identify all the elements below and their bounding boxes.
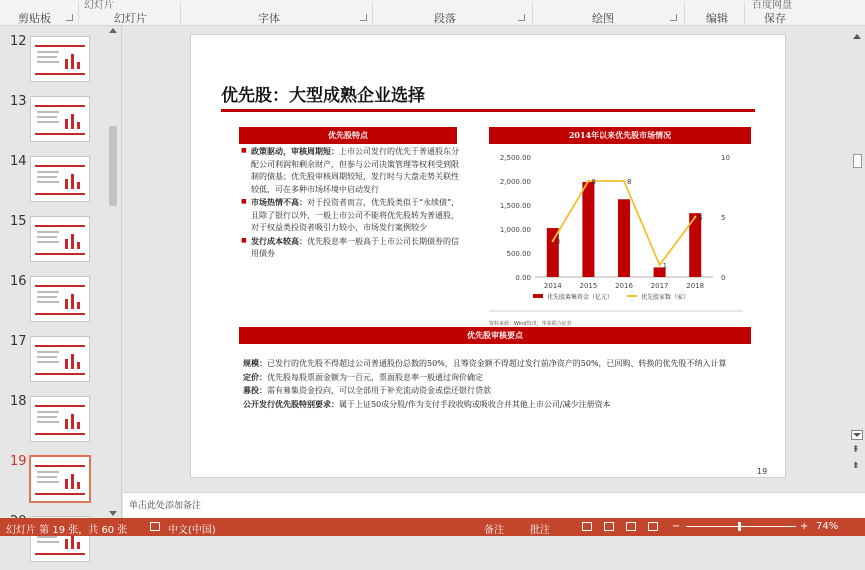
- thumb-bottom-rule: [35, 73, 85, 75]
- drawing-launcher-icon[interactable]: [670, 14, 677, 21]
- comments-toggle-button[interactable]: 批注: [530, 525, 550, 536]
- ribbon-divider: [78, 2, 79, 24]
- thumbnail-preview[interactable]: [30, 156, 90, 202]
- spellcheck-icon[interactable]: [150, 522, 160, 531]
- chart-source-note: 资料来源：Wind资讯，华泰联合证券: [489, 321, 572, 327]
- x-tick-label: 2015: [579, 282, 598, 290]
- thumb-chart-bar: [65, 59, 68, 69]
- slide-title[interactable]: 优先股：大型成熟企业选择: [221, 86, 425, 106]
- legend-bar-label: 优先股募集资金（亿元）: [547, 294, 614, 301]
- ribbon-group-font: 字体: [258, 12, 280, 25]
- thumbnail-preview[interactable]: [30, 96, 90, 142]
- thumb-text: [37, 541, 59, 543]
- thumb-text: [37, 116, 57, 118]
- thumbnail-preview[interactable]: [30, 216, 90, 262]
- requirement-label: 定价：: [243, 371, 267, 382]
- thumb-text: [37, 301, 59, 303]
- thumb-text: [37, 421, 59, 423]
- thumb-title-rule: [35, 405, 85, 407]
- thumb-chart-bar: [71, 414, 74, 429]
- y-left-tick-label: 2,500.00: [499, 154, 531, 162]
- thumb-chart-bar: [65, 239, 68, 249]
- thumb-chart-bar: [77, 542, 80, 549]
- thumb-text: [37, 416, 57, 418]
- thumb-text: [37, 411, 59, 413]
- thumb-title-rule: [35, 105, 85, 107]
- slide-page-number: 19: [757, 467, 768, 476]
- bullet-item: [241, 196, 463, 235]
- thumb-title-rule: [35, 225, 85, 227]
- thumbnail-number: 18: [10, 394, 27, 409]
- thumbnail-preview[interactable]: [29, 455, 91, 503]
- thumb-bottom-rule: [35, 553, 85, 555]
- thumbnail-preview[interactable]: [30, 336, 90, 382]
- slideshow-icon[interactable]: [648, 522, 658, 531]
- feature-bullet-list[interactable]: [241, 145, 463, 261]
- thumb-text: [37, 471, 59, 473]
- chart-section-header[interactable]: 2014年以来优先股市场情况: [489, 127, 751, 144]
- thumb-chart-bar: [77, 122, 80, 129]
- requirements-text[interactable]: [243, 357, 763, 411]
- ribbon-group-clipboard: 剪贴板: [18, 12, 51, 25]
- title-underline: [221, 109, 755, 112]
- bullet-text: 优先股息率一般高于上市公司长期债券的信用债券: [251, 236, 459, 258]
- thumb-chart-bar: [71, 234, 74, 249]
- ribbon-group-save: 保存: [764, 12, 786, 25]
- ribbon: [0, 0, 865, 26]
- x-tick-label: 2017: [650, 282, 669, 290]
- thumb-text: [37, 296, 57, 298]
- thumbnail-number: 12: [10, 34, 27, 49]
- preferred-stock-chart[interactable]: [481, 147, 751, 319]
- thumb-text: [37, 351, 59, 353]
- thumb-text: [37, 236, 57, 238]
- requirement-item: [243, 371, 763, 385]
- thumbnail-scroll-handle[interactable]: [109, 126, 117, 206]
- thumb-chart-bar: [71, 354, 74, 369]
- bullet-item: [241, 235, 463, 261]
- scroll-up-icon[interactable]: [109, 28, 117, 33]
- thumb-chart-bar: [65, 119, 68, 129]
- thumb-text: [37, 51, 59, 53]
- data-label: 8: [627, 178, 632, 186]
- slide-thumbnail-pane[interactable]: [0, 26, 122, 518]
- bullet-item: [241, 145, 463, 196]
- requirement-label: 公开发行优先股特别要求：: [243, 398, 339, 409]
- notes-toggle-button[interactable]: 备注: [484, 525, 504, 536]
- requirement-text: 优先股每股票面金额为一百元，票面股息率一般通过询价确定: [267, 372, 483, 382]
- previous-slide-icon[interactable]: ⇞: [852, 445, 860, 455]
- thumb-text: [37, 61, 59, 63]
- normal-view-icon[interactable]: [582, 522, 592, 531]
- slide-sorter-icon[interactable]: [604, 522, 614, 531]
- thumb-chart-bar: [77, 182, 80, 189]
- zoom-slider-handle[interactable]: [738, 522, 741, 531]
- thumb-title-rule: [35, 345, 85, 347]
- thumb-chart-bar: [65, 179, 68, 189]
- thumb-bottom-rule: [35, 253, 85, 255]
- thumb-title-rule: [35, 45, 85, 47]
- chart-bar: [582, 182, 594, 277]
- requirements-section-header[interactable]: 优先股审核要点: [239, 327, 751, 344]
- thumb-chart-bar: [65, 299, 68, 309]
- legend-line-label: 优先股家数（家）: [641, 294, 690, 301]
- thumb-bottom-rule: [35, 493, 85, 495]
- thumb-text: [37, 476, 57, 478]
- thumb-text: [37, 361, 59, 363]
- thumb-bottom-rule: [35, 193, 85, 195]
- zoom-out-icon[interactable]: −: [672, 521, 681, 532]
- ribbon-divider: [532, 2, 533, 24]
- slide-thumbnail[interactable]: [0, 394, 104, 450]
- thumb-bottom-rule: [35, 373, 85, 375]
- x-tick-label: 2016: [615, 282, 633, 290]
- bullet-text: 对于投资者而言，优先股类似于“永续债”，且除了银行以外，一般上市公司不能将优先股转为普通股，对于权益类投资者吸引力较小，市场发行案例较少: [251, 198, 460, 232]
- thumb-bottom-rule: [35, 313, 85, 315]
- thumbnail-number: 16: [10, 274, 27, 289]
- scroll-down-button[interactable]: [851, 430, 863, 440]
- thumb-chart-bar: [77, 302, 80, 309]
- thumb-title-rule: [35, 285, 85, 287]
- slide-editing-area[interactable]: [123, 26, 849, 492]
- next-slide-icon[interactable]: ⇟: [852, 461, 860, 471]
- thumb-chart-bar: [65, 359, 68, 369]
- legend-bar-swatch: [533, 294, 543, 298]
- y-right-tick-label: 10: [721, 154, 730, 162]
- x-tick-label: 2018: [686, 282, 705, 290]
- ribbon-divider: [180, 2, 181, 24]
- thumb-bottom-rule: [35, 133, 85, 135]
- scroll-up-icon[interactable]: [853, 34, 861, 39]
- ribbon-divider: [684, 2, 685, 24]
- y-left-tick-label: 1,000.00: [499, 226, 531, 234]
- thumb-text: [37, 356, 57, 358]
- thumbnail-number: 13: [10, 94, 27, 109]
- data-label: 3: [555, 238, 561, 246]
- y-left-tick-label: 500.00: [506, 250, 531, 258]
- thumb-title-rule: [35, 465, 85, 467]
- requirement-item: [243, 357, 763, 371]
- thumb-chart-bar: [71, 474, 74, 489]
- notes-pane[interactable]: [123, 492, 865, 518]
- thumb-chart-bar: [65, 479, 68, 489]
- thumb-chart-bar: [77, 482, 80, 489]
- thumbnail-preview[interactable]: [30, 36, 90, 82]
- x-tick-label: 2014: [543, 282, 562, 290]
- ribbon-cutoff-slides: 幻灯片: [84, 0, 114, 11]
- chevron-down-icon: [853, 433, 861, 437]
- thumbnail-number: 19: [10, 454, 27, 469]
- bullet-lead: 发行成本较高：: [251, 235, 307, 246]
- thumb-text: [37, 176, 57, 178]
- thumb-text: [37, 171, 59, 173]
- zoom-slider[interactable]: [686, 526, 796, 527]
- thumb-text: [37, 231, 59, 233]
- bullet-lead: 市场热情不高：: [251, 197, 307, 207]
- status-bar: [0, 518, 865, 536]
- slide-thumbnail[interactable]: [0, 94, 104, 150]
- y-left-tick-label: 2,000.00: [499, 178, 531, 186]
- thumb-title-rule: [35, 165, 85, 167]
- thumb-chart-bar: [65, 539, 68, 549]
- paragraph-launcher-icon[interactable]: [518, 14, 525, 21]
- slide-thumbnail[interactable]: [0, 274, 104, 330]
- thumb-text: [37, 536, 57, 538]
- zoom-level[interactable]: 74%: [816, 521, 839, 532]
- requirement-text: 属于上证50成分股/作为支付手段收购或吸收合并其他上市公司/减少注册资本: [339, 399, 611, 409]
- thumb-text: [37, 291, 59, 293]
- clipboard-launcher-icon[interactable]: [66, 14, 73, 21]
- thumb-bottom-rule: [35, 433, 85, 435]
- thumb-text: [37, 481, 59, 483]
- thumb-text: [37, 111, 59, 113]
- thumb-chart-bar: [71, 294, 74, 309]
- requirement-label: 规模：: [243, 358, 267, 368]
- ribbon-divider: [744, 2, 745, 24]
- chart-line-point: [587, 180, 589, 182]
- thumb-chart-bar: [77, 422, 80, 429]
- chart-bar: [618, 199, 630, 277]
- slide-thumbnail[interactable]: [0, 214, 104, 270]
- thumbnail-scrollbar[interactable]: [106, 26, 120, 518]
- bullet-lead: 政策驱动，审核周期短：: [251, 146, 339, 156]
- slide-thumbnail[interactable]: [0, 154, 104, 210]
- requirement-text: 需有募集资金投向，可以全部用于补充流动资金或偿还银行贷款: [267, 386, 491, 395]
- ribbon-group-slides: 幻灯片: [114, 12, 147, 25]
- chart-line-point: [694, 216, 696, 218]
- requirement-label: 募投：: [243, 385, 267, 395]
- language-status[interactable]: 中文(中国): [168, 525, 216, 536]
- chart-line-point: [658, 264, 660, 266]
- thumb-chart-bar: [71, 114, 74, 129]
- slide-canvas[interactable]: [190, 34, 786, 478]
- y-right-tick-label: 0: [721, 274, 726, 282]
- slide-thumbnail[interactable]: [0, 334, 104, 390]
- thumb-text: [37, 241, 59, 243]
- y-right-tick-label: 5: [721, 214, 726, 222]
- requirement-item: [243, 398, 763, 412]
- notes-placeholder[interactable]: 单击此处添加备注: [129, 501, 202, 511]
- thumbnail-number: 15: [10, 214, 27, 229]
- slide-position-status: 幻灯片 第 19 张，共 60 张: [6, 525, 128, 536]
- thumbnail-preview[interactable]: [30, 276, 90, 322]
- data-label: 1: [662, 262, 668, 270]
- reading-view-icon[interactable]: [626, 522, 636, 531]
- thumb-chart-bar: [71, 534, 74, 549]
- thumbnail-number: 14: [10, 154, 27, 169]
- ribbon-group-drawing: 绘图: [592, 12, 614, 25]
- thumb-chart-bar: [77, 62, 80, 69]
- requirement-text: 已发行的优先股不得超过公司普通股份总数的50%，且筹资金额不得超过发行前净资产的50%，已回购、转换的优先股不纳入计算: [267, 359, 727, 368]
- scroll-handle[interactable]: [853, 154, 862, 168]
- font-launcher-icon[interactable]: [360, 14, 367, 21]
- slide-thumbnail[interactable]: [0, 34, 104, 90]
- left-section-header[interactable]: 优先股特点: [239, 127, 457, 144]
- ribbon-group-paragraph: 段落: [434, 12, 456, 25]
- thumb-chart-bar: [65, 419, 68, 429]
- ribbon-group-editing: 编辑: [706, 12, 728, 25]
- thumb-chart-bar: [77, 242, 80, 249]
- thumb-chart-bar: [71, 54, 74, 69]
- y-left-tick-label: 0.00: [515, 274, 531, 282]
- ribbon-divider: [372, 2, 373, 24]
- data-label: 8: [591, 178, 596, 186]
- ribbon-cutoff-netdisk: 百度网盘: [752, 0, 792, 11]
- thumbnail-preview[interactable]: [30, 396, 90, 442]
- thumb-text: [37, 181, 59, 183]
- thumbnail-number: 17: [10, 334, 27, 349]
- slide-thumbnail[interactable]: [0, 454, 104, 510]
- chart-line-point: [552, 240, 554, 242]
- requirement-item: [243, 384, 763, 398]
- thumb-chart-bar: [71, 174, 74, 189]
- data-label: 5: [698, 214, 703, 222]
- chart-line-point: [623, 180, 625, 182]
- bullet-text: 上市公司发行的优先于普通股东分配公司利润和剩余财产，但参与公司决策管理等权利受到限制的债基；优先股审核周期较短，发行时与大盘走势关联性较低，可在多种市场环境中启动发行: [251, 147, 459, 194]
- zoom-in-icon[interactable]: +: [800, 521, 809, 532]
- scroll-down-icon[interactable]: [109, 511, 117, 516]
- thumb-text: [37, 56, 57, 58]
- thumb-text: [37, 121, 59, 123]
- thumb-chart-bar: [77, 362, 80, 369]
- y-left-tick-label: 1,500.00: [499, 202, 531, 210]
- slide-vertical-scrollbar[interactable]: [849, 26, 865, 492]
